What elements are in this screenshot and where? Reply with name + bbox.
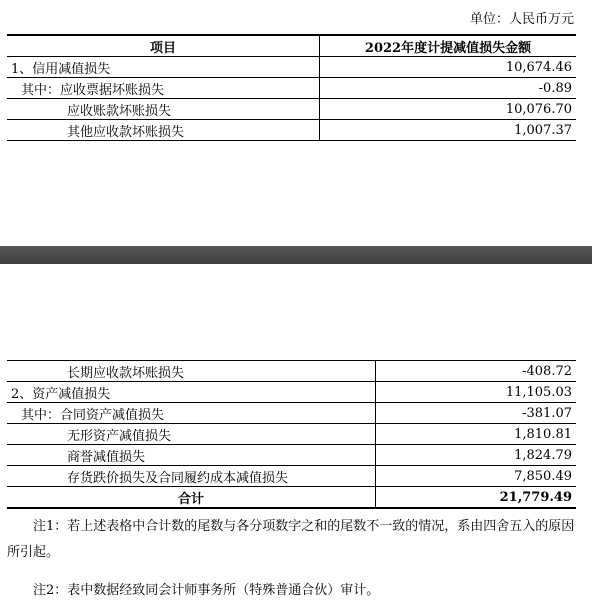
row-value: 1,007.37 xyxy=(320,120,577,141)
row-label: 其中：合同资产减值损失 xyxy=(7,403,376,424)
row-value: 1,824.79 xyxy=(376,445,577,466)
unit-label: 单位：人民币万元 xyxy=(469,12,574,27)
header-item: 项目 xyxy=(7,35,320,57)
table-row xyxy=(7,99,576,120)
note-2: 注2：表中数据经致同会计师事务所（特殊普通合伙）审计。 xyxy=(33,583,380,598)
header-amount: 2022年度计提减值损失金额 xyxy=(320,35,577,57)
table-row xyxy=(7,382,576,403)
table-row xyxy=(7,424,576,445)
row-label: 无形资产减值损失 xyxy=(7,424,376,445)
table-row xyxy=(7,403,576,424)
row-value: 1,810.81 xyxy=(376,424,577,445)
row-value: 10,076.70 xyxy=(320,99,577,120)
impairment-table-top xyxy=(7,34,576,141)
row-label: 商誉减值损失 xyxy=(7,445,376,466)
row-value: -0.89 xyxy=(320,78,577,99)
table-row xyxy=(7,445,576,466)
table-row xyxy=(7,487,576,509)
row-label: 存货跌价损失及合同履约成本减值损失 xyxy=(7,466,376,487)
table-row xyxy=(7,120,576,141)
row-label: 其中：应收票据坏账损失 xyxy=(7,78,320,99)
table-row xyxy=(7,78,576,99)
row-label: 其他应收款坏账损失 xyxy=(7,120,320,141)
note-1: 注1：若上述表格中合计数的尾数与各分项数字之和的尾数不一致的情况，系由四舍五入的原因所引起。 xyxy=(7,519,575,560)
row-value: -408.72 xyxy=(376,361,577,382)
row-label: 长期应收款坏账损失 xyxy=(7,361,376,382)
row-label: 合计 xyxy=(7,487,376,509)
table-row xyxy=(7,466,576,487)
page-divider xyxy=(0,246,592,264)
row-value: 10,674.46 xyxy=(320,57,577,78)
row-value: -381.07 xyxy=(376,403,577,424)
row-label: 2、资产减值损失 xyxy=(7,382,376,403)
row-value: 7,850.49 xyxy=(376,466,577,487)
row-label: 1、信用减值损失 xyxy=(7,57,320,78)
table-row xyxy=(7,57,576,78)
table-row xyxy=(7,361,576,382)
row-value: 21,779.49 xyxy=(376,487,577,509)
table-header-row xyxy=(7,35,576,57)
row-label: 应收账款坏账损失 xyxy=(7,99,320,120)
row-value: 11,105.03 xyxy=(376,382,577,403)
impairment-table-bottom xyxy=(7,360,576,509)
